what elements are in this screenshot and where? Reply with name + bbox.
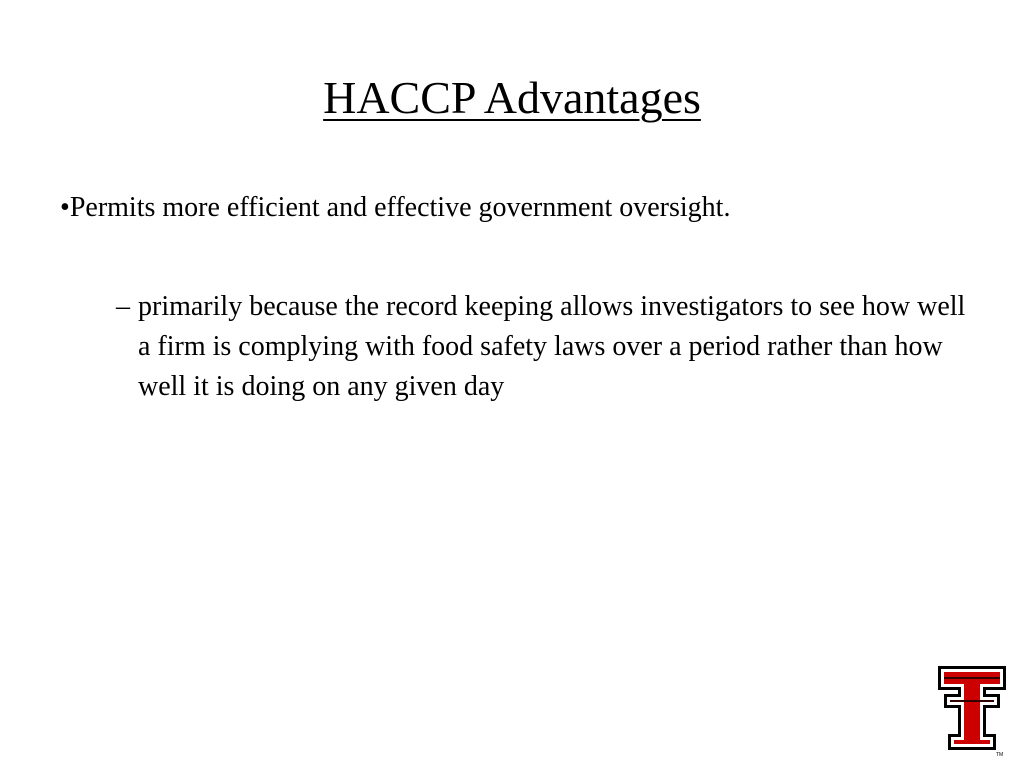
double-t-logo-icon [936,664,1010,758]
bullet-marker: • [60,192,70,223]
svg-text:TM: TM [996,752,1004,758]
sub-bullet-text: primarily because the record keeping allows investigators to see how well a firm is complying with food safety laws over a period rather than how well it is doing on any given day [138,291,966,402]
sub-bullet-item [116,287,976,407]
bullet-item [60,190,960,226]
bullet-text: Permits more efficient and effective government oversight. [69,192,731,223]
sub-bullet-marker: – [116,291,130,322]
slide-title: HACCP Advantages [323,72,701,123]
